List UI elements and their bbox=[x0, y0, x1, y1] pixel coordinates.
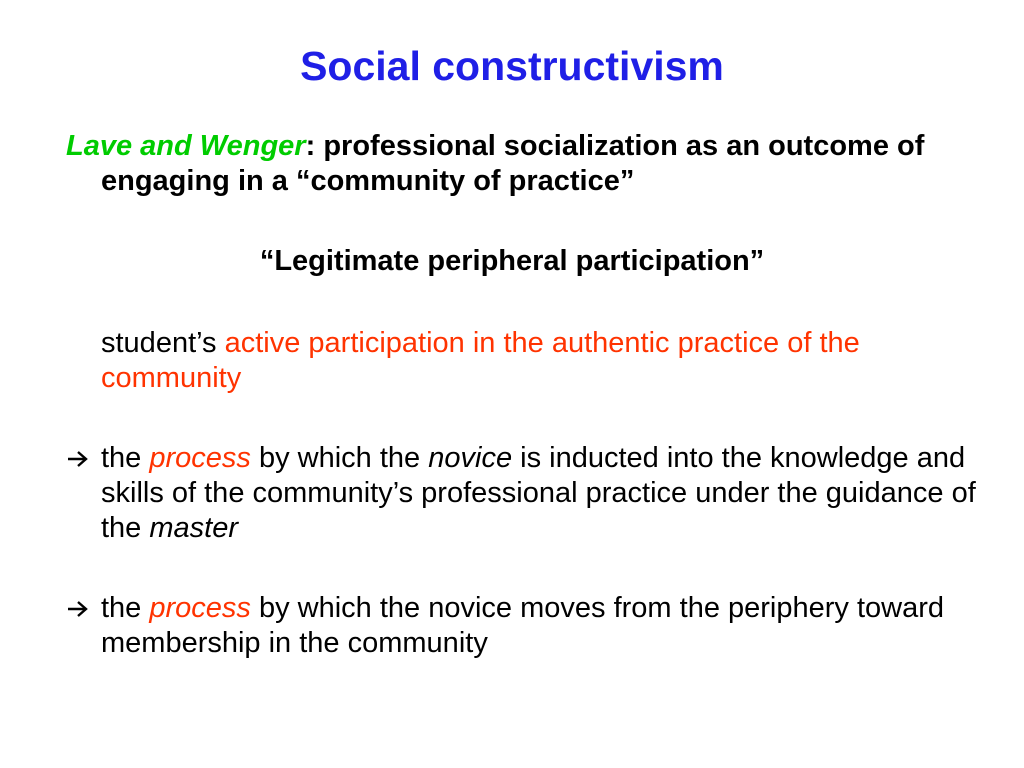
bullet-1-text-c: is inducted into the knowledge and skills of the community’s professional practice under the guidance of the bbox=[101, 442, 976, 544]
bullet-1-master: master bbox=[149, 512, 239, 544]
bullet-2-text-b: by which the novice moves from the periphery toward membership in the community bbox=[101, 592, 945, 659]
student-paragraph bbox=[101, 326, 981, 396]
bullet-item-2 bbox=[66, 591, 1021, 661]
intro-colon: : bbox=[305, 130, 316, 162]
authors-name: Lave and Wenger bbox=[66, 130, 306, 162]
arrow-right-icon bbox=[66, 591, 101, 626]
bullet-1-text-b: by which the bbox=[250, 442, 429, 474]
bullet-1-process: process bbox=[149, 442, 251, 474]
bullet-2-text-a: the bbox=[101, 592, 150, 624]
intro-text: professional socialization as an outcome of engaging in a “community of practice” bbox=[101, 130, 925, 197]
student-prefix: student’s bbox=[101, 327, 225, 359]
slide-title: Social constructivism bbox=[300, 43, 724, 89]
quote-line: “Legitimate peripheral participation” bbox=[259, 245, 765, 277]
bullet-1-novice: novice bbox=[428, 442, 513, 474]
bullet-2-process: process bbox=[149, 592, 251, 624]
student-highlight: active participation in the authentic practice of the community bbox=[101, 327, 860, 394]
arrow-right-icon bbox=[66, 441, 101, 476]
intro-paragraph bbox=[66, 129, 1021, 199]
bullet-item-1 bbox=[66, 441, 1021, 546]
bullet-1-text-a: the bbox=[101, 442, 150, 474]
